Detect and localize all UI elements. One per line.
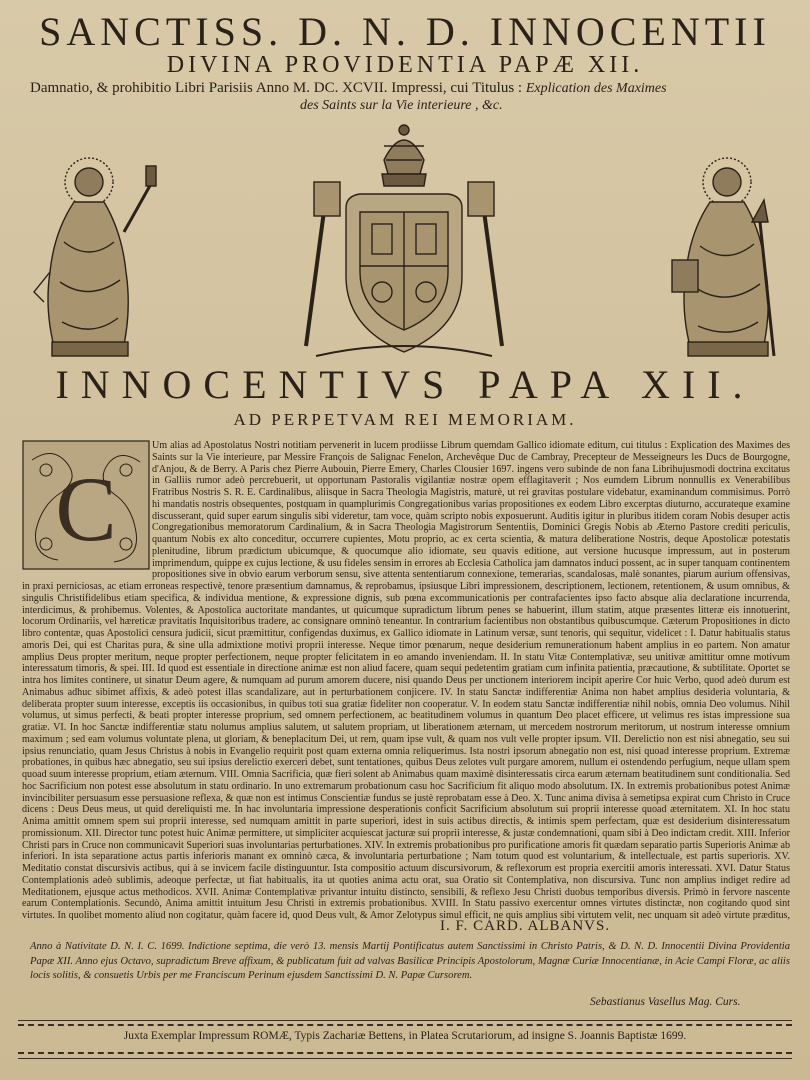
initial-letter: C — [55, 458, 117, 560]
header-line-4: des Saints sur la Vie interieure , &c. — [300, 98, 503, 113]
cardinal-signature: I. F. CARD. ALBANVS. — [440, 918, 611, 934]
saint-peter-icon — [14, 142, 164, 362]
header-line-3 — [30, 80, 790, 97]
divider-top-ornament — [18, 1024, 792, 1026]
initial-spacer — [22, 440, 152, 580]
divider-bottom-ornament — [18, 1052, 792, 1054]
subtitle: AD PERPETVAM REI MEMORIAM. — [233, 410, 577, 429]
imprint: Juxta Exemplar Impressum ROMÆ, Typis Zachariæ Bettens, in Platea Scrutariorum, ad insigne S. Joannis Baptistæ 1699. — [123, 1030, 687, 1042]
header-line-3-italic: Explication des Maximes — [525, 81, 667, 96]
main-title: INNOCENTIVS PAPA XII. — [55, 362, 755, 407]
divider-bottom — [18, 1058, 792, 1059]
cursor-signature: Sebastianus Vasellus Mag. Curs. — [590, 996, 741, 1008]
header-line-2: DIVINA PROVIDENTIA PAPÆ XII. — [166, 52, 644, 78]
publication-note: Anno à Nativitate D. N. I. C. 1699. Indictione septima, die verò 13. mensis Martij Pontificatus autem Sanctissimi in Christo Patris, & D. N. D. Innocentii Divina Providentia Papæ XII. Anno ejus Octavo, supradictum Breve affixum, & publicatum fuit ad valvas Basilicæ Principis Apostolorum, Magnæ Curiæ Innocentianæ, in Acie Campi Floræ, ac aliis locis solitis, & consuetis Urbis per me Franciscum Perinum ejusdem Sanctissimi D. N. Papæ Cursorem. — [30, 941, 790, 981]
header-line-3-roman: Damnatio, & prohibitio Libri Parisiis Anno M. DC. XCVII. Impressi, cui Titulus : — [30, 80, 523, 96]
brief-body-text: Um alias ad Apostolatus Nostri notitiam pervenerit in lucem prodiisse Librum quemdam Gallico idiomate editum, cui titulus : Explication des Maximes des Saints sur la Vie interieure, par Messire François de Salignac Fenelon, Archevêque Duc de Cambray, Precepteur de Messeigneurs les Ducs de Bourgogne, d'Anjou, & de Berry. A Paris chez Pierre Aubouin, Pierre Emery, Charles Clousier 1697. ingens vero subinde de non fana Librihujusmodi doctrina excitatus in Galliis rumor adeò percrebuerit, ut opportunam Pastoralis vigilantiæ nostræ opem efflagitaverit ; Nos eumdem Librum nonnullis ex Venerabilibus Fratribus Nostris S. R. E. Cardinalibus, aliisque in Sacra Theologia Magistris, maturè, ut rei gravitas postulare videbatur, examinandum commisimus. Porrò hi mandatis nostris obsequentes, postquam in quamplurimis Congregationibus varias propositiones ex eodem Libro excerptas diuturno, accurateque examine discusserant, quid super earum singulis sibi videretur, tam voce, quàm scripto nobis exposuerunt. Auditis igitur in pluribus itidem coram Nobis desuper actis Congregationibus memoratorum Cardinalium, & in Sacra Theologia Magistrorum Sententiis, Dominici Gregis Nobis ab Æterno Pastore crediti periculis, quantum Nobis ex alto conceditur, occurrere cupientes, Motu proprio, ac ex certa scientia, & matura deliberatione Nostris, deque Apostolicæ potestatis plenitudine, librum prædictum ubicumque, & quocumque alio idiomate, seu quavis editione, aut versione hucusque impressum, aut in posterum imprimendum, quippe ex cujus lectione, & usu fideles sensim in errores ab Ecclesia Catholica jam damnatos induci possent, ac in super tanquam continentem propositiones sive in obvio earum verborum sensu, sive attenta sententiarum connexione, temerarias, scandalosas, malè sonantes, piarum aurium offensivas, in praxi perniciosas, ac etiam erroneas respectivè, tenore præsentium damnamus, & reprobamus, ipsiusque Libri impressionem, descriptionem, lectionem, retentionem, & usum omnibus, & singulis Christifidelibus etiam specifica, & individua mentione, & expressione dignis, sub pœna excommunicationis per contrafacientes ipso facto absque alia declaratione incurrenda, interdicimus, & prohibemus. Volentes, & Apostolica auctoritate mandantes, ut quicumque supradictum librum penes se habuerint, illum statim, atque præsentes litteræ eis innotuerint, locorum Ordinariis, vel hæreticæ pravitatis Inquisitoribus tradere, ac consignare omninò teneantur. In contrarium facientibus non obstantibus quibuscumque. Cæterum Propositiones in dicto libro contentæ, quas Apostolici censura judicii, sicut præmittitur, configendas duximus, ex Gallico idiomate in Latinum versæ, sunt tenoris, qui sequitur, videlicet : I. Datur habitualis status amoris Dei, qui est Charitas pura, & sine ulla admixtione motivi proprii interesse. Neque timor pœnarum, neque desiderium remunerationum habent amplius in eo partem. Non amatur amplius Deus propter meritum, neque propter perfectionem, neque propter felicitatem in eo amando inveniendam. II. In statu Vitæ Contemplativæ, seu unitivæ amittitur omne motivum interessatum timoris, & spei. III. Id quod est essentiale in directione animæ est non aliud facere, quam sequi pedetentim gratiam cum infinita patientia, præcautione, & subtilitate. Oportet se intra hos limites continere, ut sinatur Deum agere, & numquam ad purum amorem ducere, nisi quando Deus per unctionem interiorem incipit aperire Cor huic Verbo, quod adeò durum est Animabus adhuc sibimet affixis, & adeò potest illas scandalizare, aut in perturbationem conjicere. IV. In statu Sanctæ indifferentiæ Anima non habet amplius desideria voluntaria, & deliberata propter suum interesse, exceptis iis occasionibus, in quibus toti sua gratiæ fideliter non cooperatur. V. In eodem statu Sanctæ indifferentiæ nihil nobis, omnia Deo volumus. Nihil volumus, ut simus perfecti, & beati propter interesse proprium, sed omnem perfectionem, ac beatitudinem volumus in quantum Deo placet efficere, ut velimus res istas impressione sua gratiæ. VI. In hoc Sanctæ indifferentiæ statu nolumus amplius salutem, ut salutem propriam, ut liberationem æternam, ut mercedem nostrorum meritorum, ut nostrum interesse omnium maximum ; sed eam volumus voluntate plena, ut gloriam, & beneplacitum Dei, ut rem, quam ipse vult, & quam nos vult velle propter ipsum. VII. Derelictio non est nisi abnegatio, seu sui ipsius renunciatio, quam Jesus Christus à nobis in Evangelio requirit post quam externa omnia reliquerimus. Ista nostri ipsorum abnegatio non est, nisi quoad interesse proprium. Extremæ probationes, in quibus hæc abnegatio, seu sui ipsius derelictio exerceri debet, sunt tentationes, quibus Deus zelotes vult purgare amorem, nullum ei ostendendo perfugium, neque ullam spem quoad suum interesse proprium, etiam æternum. VIII. Omnia Sacrificia, quæ fieri solent ab Animabus quam maximè disinteressatis circa earum æternam beatitudinem sunt conditionalia. Sed hoc Sacrificium non potest esse absolutum in statu ordinario. In uno extremarum probationum casu hoc Sacrificium fit aliquo modo absolutum. IX. In extremis probationibus potest Animæ invincibiliter persuasum esse persuasione reflexa, & quæ non est intimus Conscientiæ fundus se justè reprobatam esse à Deo. X. Tunc anima divisa à semetipsa expirat cum Christo in Cruce dicens : Deus Deus meus, ut quid dereliquisti me. In hac involuntaria impressione desperationis conficit Sacrificium absolutum sui proprii interesse quoad æternitatem. XI. In hoc statu Anima amittit omnem spem sui proprii interesse, sed numquam amittit in parte superiori, idest in suis actibus directis, & intimis spem perfectam, quæ est desiderium disinteressatum promissionum. XII. Director tunc potest huic Animæ permittere, ut simpliciter acquiescat jacturæ sui proprii interesse, & justæ condemnationi, quam sibi à Deo indictam credit. XIII. Inferior Christi pars in Cruce non communicavit Superiori suas involuntarias perturbationes. XIV. In extremis probationibus pro purificatione amoris fit quædam separatio partis Superioris Animæ ab inferiori. In ista separatione actus partis inferioris manant ex omninò cæca, & involuntaria perturbatione ; Nam totum quod est voluntarium, & intellectuale, est partis superioris. XV. Meditatio constat discursivis actibus, qui à se invicem facile distinguuntur. Ista compositio actuum discursivorum, & reflexorum est propria exercitii amoris interessati. XVI. Datur Status Contemplationis adeò sublimis, adeoque perfectæ, ut fiat habitualis, ita ut quoties anima actu orat, sua Oratio sit Contemplativa, non discursiva. Tunc non amplius indiget redire ad Meditationem, ejusque actus methodicos. XVII. Animæ Contemplativæ privantur intuitu distincto, sensibili, & reflexo Jesu Christi duobus temporibus diversis. Primò in fervore nascente earum Contemplationis. Secundò, Anima amittit intuitum Jesu Christi in extremis probationibus. XVIII. In Statu passivo exercentur omnes virtutes distinctæ, non cogitando quod sint virtutes. In quolibet momento aliud non cogitatur, quàm facere id, quod Deus vult, & Amor Zelotypus simul efficit, ne quis amplius sibi virtutem velit, nec unquam sit adeò virtute præditus, — [22, 440, 790, 920]
brief-body — [22, 440, 790, 920]
papal-coat-of-arms-icon — [286, 116, 522, 362]
saint-paul-icon — [652, 142, 802, 362]
header-line-1: SANCTISS. D. N. D. INNOCENTII — [39, 9, 771, 54]
divider-top — [18, 1020, 792, 1021]
